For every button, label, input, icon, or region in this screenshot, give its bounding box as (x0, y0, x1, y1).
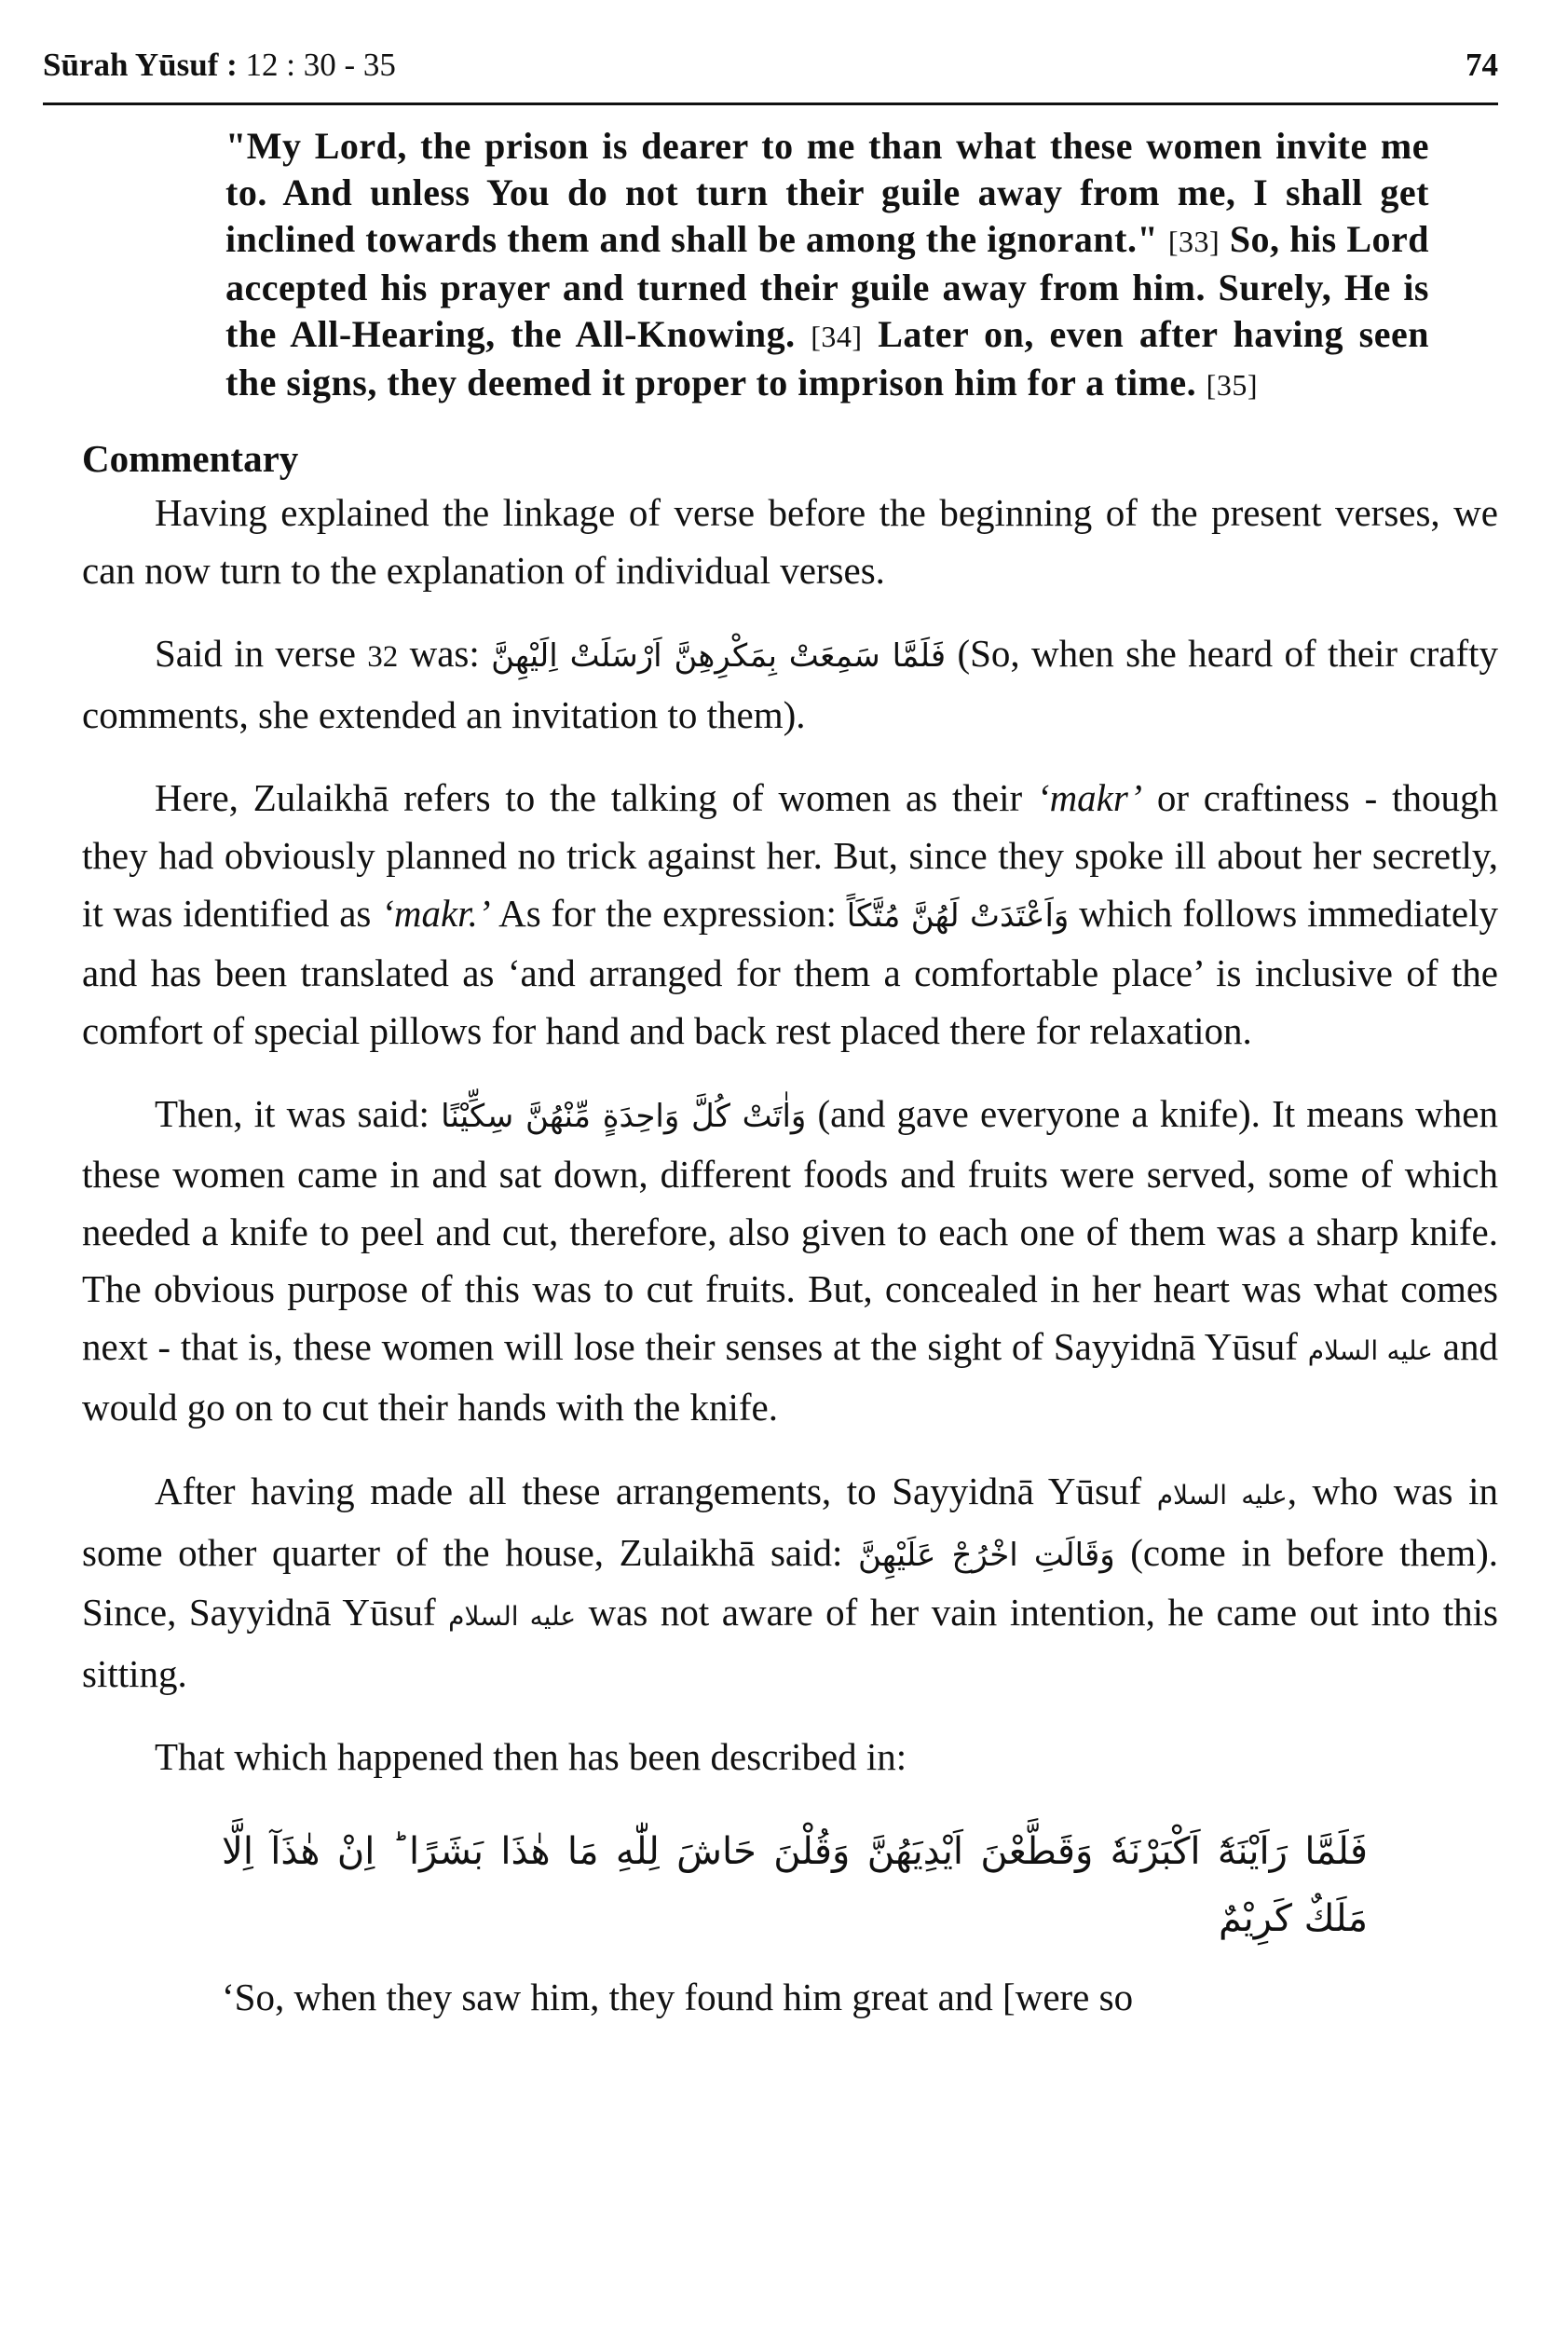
text-run: was not aware of her vain intention, he came out into this sitting. (82, 1591, 1498, 1695)
text-run: , who was in some other quarter of the house, Zulaikhā said: (82, 1469, 1498, 1574)
running-title (43, 47, 396, 84)
arabic-quote: فَلَمَّا سَمِعَتْ بِمَكْرِهِنَّ اَرْسَلَتْ اِلَيْهِنَّ (491, 637, 947, 676)
text-run: As for the expression: (490, 891, 847, 935)
term-makr: ‘makr.’ (381, 891, 491, 935)
text-run: (come in before them). Since, Sayyidnā Yūsuf (82, 1530, 1499, 1634)
term-makr: ‘makr’ (1036, 776, 1143, 820)
verse-range: 12 : 30 - 35 (237, 47, 396, 83)
verse-number-33: [33] (1167, 225, 1220, 258)
text-run: (and gave everyone a knife). It means when these women came in and sat down, different foods and fruits were served, some of which needed a knife to peel and cut, therefore, also given to each one of them was a sharp knife. The obvious purpose of this was to cut fruits. But, concealed in her heart was what comes next - that is, these women will lose their senses at the sight of Sayyidnā Yūsuf (82, 1092, 1498, 1368)
arabic-verse-block: فَلَمَّا رَاَيْنَهٗٓ اَكْبَرْنَهٗ وَقَطَّعْنَ اَيْدِيَهُنَّ وَقُلْنَ حَاشَ لِلّٰهِ مَا هٰذَا بَشَرًا ؕ اِنْ هٰذَآ اِلَّا مَلَكٌ كَرِيْمٌ (222, 1829, 1368, 1940)
text-run: which follows immediately and has been translated as ‘and arranged for them a comfortable place’ is inclusive of the comfort of special pillows for hand and back rest placed there for relaxation. (82, 891, 1499, 1052)
paragraph-described: That which happened then has been described in: (155, 1735, 907, 1779)
running-header (43, 47, 1498, 84)
paragraph-intro: Having explained the linkage of verse before the beginning of the present verses, we can now turn to the explanation of individual verses. (82, 491, 1498, 592)
text-run: and would go on to cut their hands with the knife. (82, 1324, 1499, 1429)
verse-number-34: [34] (811, 320, 863, 353)
salutation-glyph: عليه السلام (448, 1601, 577, 1633)
arabic-quote: وَقَالَتِ اخْرُجْ عَلَيْهِنَّ (858, 1536, 1115, 1574)
page-body (82, 123, 1498, 2026)
page-number: 74 (1466, 47, 1498, 83)
arabic-quote: وَاَعْتَدَتْ لَهُنَّ مُتَّكَاً (846, 896, 1070, 935)
text-run: (So, when she heard of their crafty comments, she extended an invitation to them). (82, 632, 1498, 736)
verse-34-text: So, his Lord accepted his prayer and turned their guile away from him. Surely, He is the All-Hearing, the All-Knowing. (225, 218, 1429, 355)
verse-translation (225, 123, 1429, 408)
paragraph-verse-32 (82, 625, 1498, 744)
paragraph-arrangements (82, 1463, 1498, 1703)
surah-name: Sūrah Yūsuf : (43, 47, 238, 83)
verse-35-text: Later on, even after having seen the signs, they deemed it proper to imprison him for a time. (225, 313, 1430, 403)
salutation-glyph: عليه السلام (1307, 1334, 1433, 1366)
verse-translation-continued: ‘So, when they saw him, they found him great and [were so (222, 1975, 1134, 2018)
text-run: Here, Zulaikhā refers to the talking of women as their (155, 776, 1037, 820)
text-run: Then, it was said: (155, 1092, 442, 1136)
text-run: Said in verse (155, 632, 368, 676)
text-run: or craftiness - though they had obviously planned no trick against her. But, since they spoke ill about her secretly, it was identified as (82, 776, 1498, 935)
arabic-quote: وَاٰتَتْ كُلَّ وَاحِدَةٍ مِّنْهُنَّ سِكِّيْنًا (441, 1098, 807, 1136)
paragraph-makr (82, 770, 1498, 1060)
verse-number: 32 (367, 640, 399, 675)
paragraph-knife (82, 1086, 1498, 1437)
salutation-glyph: عليه السلام (1156, 1479, 1288, 1511)
text-run: After having made all these arrangements, to Sayyidnā Yūsuf (155, 1469, 1157, 1512)
text-run: was: (398, 632, 492, 676)
verse-number-35: [35] (1206, 368, 1258, 402)
verse-33-text: "My Lord, the prison is dearer to me than what these women invite me to. And unless You do not turn their guile away from me, I shall get inclined towards them and shall be among the ignorant." (225, 125, 1429, 260)
header-rule (43, 103, 1498, 105)
section-heading: Commentary (82, 437, 299, 480)
